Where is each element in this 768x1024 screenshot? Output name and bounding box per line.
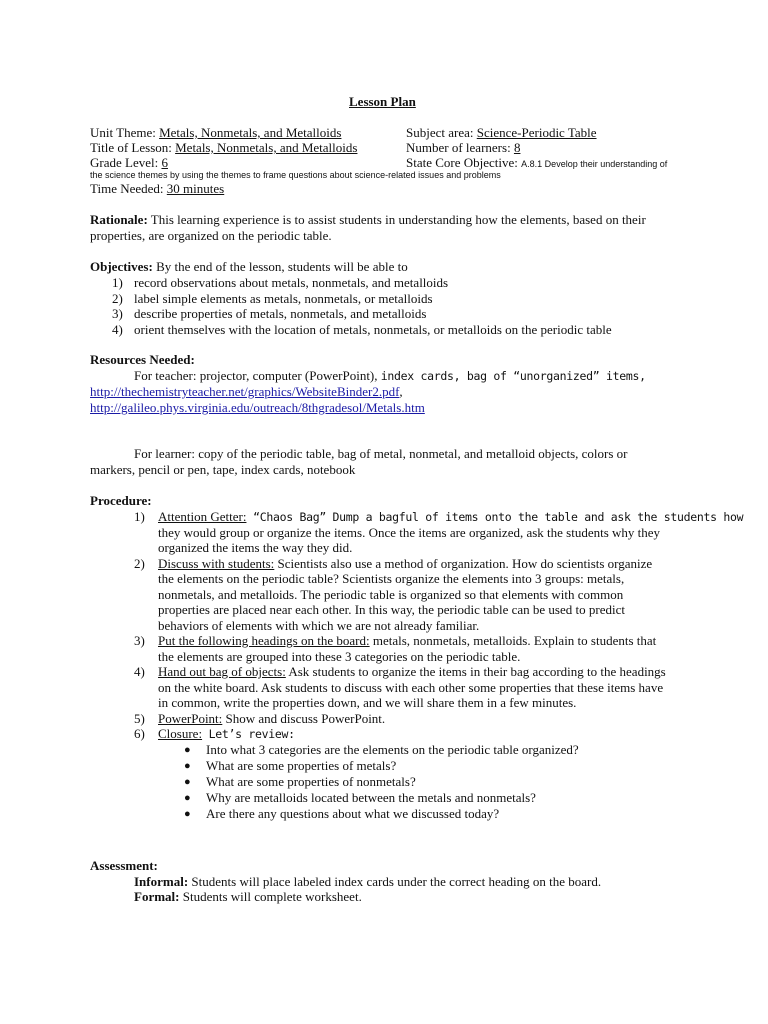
- grade-level-label: Grade Level:: [90, 155, 162, 170]
- objectives-heading: [90, 259, 408, 275]
- objective-number: 3): [112, 306, 123, 321]
- closure-question: Why are metalloids located between the metals and nonmetals?: [206, 789, 536, 805]
- lesson-title-value: Metals, Nonmetals, and Metalloids: [175, 140, 358, 155]
- state-core-objective-label: State Core Objective:: [406, 155, 522, 170]
- resources-link-1-row: [90, 384, 403, 400]
- procedure-step-number: 3): [134, 633, 145, 648]
- objective-text: record observations about metals, nonmetals, and metalloids: [134, 275, 449, 290]
- resources-teacher-handwritten: index cards, bag of “unorganized” items,: [380, 369, 646, 383]
- rationale-line-1: [90, 212, 646, 228]
- procedure-step-continuation: properties are placed near each other. In this way, the periodic table can be used to predict: [158, 602, 625, 617]
- procedure-step-continuation: nonmetals, and metalloids. The periodic table is organized so that elements with common: [158, 586, 624, 602]
- procedure-step-text: Show and discuss PowerPoint.: [222, 710, 386, 726]
- time-needed-value: 30 minutes: [166, 181, 225, 196]
- bullet-icon: ●: [184, 807, 191, 820]
- resource-link-1[interactable]: http://thechemistryteacher.net/graphics/WebsiteBinder2.pdf: [90, 384, 400, 399]
- unit-theme-row: [90, 125, 341, 141]
- procedure-step-handwritten: Let’s review:: [202, 727, 295, 741]
- procedure-step-text: Scientists also use a method of organization. How do scientists organize: [274, 555, 653, 571]
- resources-link-2-row: [90, 400, 425, 416]
- procedure-step-heading: Discuss with students:: [158, 555, 275, 571]
- procedure-step-continuation: in common, write the properties down, and we will share them in a few minutes.: [158, 695, 577, 710]
- objective-text: describe properties of metals, nonmetals, and metalloids: [134, 306, 427, 321]
- unit-theme-label: Unit Theme:: [90, 125, 160, 140]
- resources-learner-line-2: markers, pencil or pen, tape, index cards, notebook: [90, 462, 356, 477]
- procedure-step-continuation: the elements are grouped into these 3 categories on the periodic table.: [158, 648, 521, 664]
- unit-theme-value: Metals, Nonmetals, and Metalloids: [159, 125, 342, 140]
- bullet-icon: ●: [184, 791, 191, 804]
- assessment-formal-row: [134, 889, 362, 905]
- assessment-formal-label: Formal:: [134, 889, 180, 904]
- procedure-step-number: 2): [134, 555, 145, 571]
- grade-level-row: [90, 155, 168, 171]
- rationale-line-2: properties, are organized on the periodic table.: [90, 228, 332, 243]
- assessment-informal-text: Students will place labeled index cards under the correct heading on the board.: [188, 874, 602, 889]
- procedure-step-continuation: organized the items the way they did.: [158, 540, 353, 555]
- bullet-icon: ●: [184, 775, 191, 788]
- closure-question: Are there any questions about what we discussed today?: [206, 805, 500, 821]
- procedure-step-number: 5): [134, 710, 145, 726]
- procedure-step-continuation: on the white board. Ask students to discuss with each other some properties that these items have: [158, 679, 664, 695]
- resource-link-1-comma: ,: [399, 384, 403, 399]
- resources-teacher-text: For teacher: projector, computer (PowerPoint),: [134, 368, 381, 383]
- procedure-step-heading: PowerPoint:: [158, 710, 223, 726]
- objectives-label: Objectives:: [90, 259, 153, 274]
- procedure-step-number: 4): [134, 664, 145, 679]
- procedure-step-first-line: [158, 664, 666, 680]
- state-core-objective-value: A.8.1 Develop their understanding of: [521, 159, 668, 169]
- procedure-step-first-line: [158, 633, 656, 649]
- time-needed-label: Time Needed:: [90, 181, 167, 196]
- learners-value: 8: [513, 140, 521, 155]
- procedure-step-first-line: [158, 556, 652, 572]
- subject-area-value: Science-Periodic Table: [476, 125, 597, 140]
- procedure-step-number: 1): [134, 509, 145, 524]
- objective-text: label simple elements as metals, nonmetals, or metalloids: [134, 290, 433, 306]
- resources-teacher-line: [134, 368, 646, 384]
- closure-question: What are some properties of nonmetals?: [206, 773, 416, 789]
- assessment-informal-label: Informal:: [134, 874, 189, 889]
- procedure-step-first-line: [158, 509, 743, 525]
- procedure-step-continuation: behaviors of elements with which we are not already familiar.: [158, 617, 480, 633]
- page-title: Lesson Plan: [349, 94, 416, 109]
- resources-heading: Resources Needed:: [90, 352, 195, 367]
- lesson-title-label: Title of Lesson:: [90, 140, 176, 155]
- time-needed-row: [90, 181, 224, 197]
- procedure-step-heading: Attention Getter:: [158, 509, 247, 524]
- procedure-step-text: Ask students to organize the items in their bag according to the headings: [285, 664, 666, 679]
- procedure-step-continuation: they would group or organize the items. Once the items are organized, ask the students why they: [158, 524, 661, 540]
- assessment-informal-row: [134, 874, 601, 890]
- objective-text: orient themselves with the location of metals, nonmetals, or metalloids on the periodic table: [134, 321, 612, 337]
- bullet-icon: ●: [184, 743, 191, 756]
- rationale-text-1: This learning experience is to assist students in understanding how the elements, based on their: [147, 212, 646, 227]
- closure-question: What are some properties of metals?: [206, 757, 397, 773]
- procedure-step-number: 6): [134, 726, 145, 741]
- procedure-step-heading: Put the following headings on the board:: [158, 633, 370, 648]
- objective-number: 1): [112, 275, 123, 290]
- objective-number: 2): [112, 290, 123, 306]
- lesson-title-row: [90, 140, 357, 156]
- state-core-objective-continuation: the science themes by using the themes to frame questions about science-related issues and problems: [90, 170, 501, 180]
- rationale-label: Rationale:: [90, 212, 148, 227]
- procedure-step-handwritten: “Chaos Bag” Dump a bagful of items onto the table and ask the students how: [246, 510, 744, 524]
- objectives-intro: By the end of the lesson, students will be able to: [152, 259, 408, 274]
- objective-number: 4): [112, 321, 123, 337]
- assessment-formal-text: Students will complete worksheet.: [179, 889, 362, 904]
- procedure-step-first-line: [158, 726, 295, 742]
- resources-learner-line-1: For learner: copy of the periodic table, bag of metal, nonmetal, and metalloid objects, colors or: [134, 446, 628, 461]
- procedure-heading: Procedure:: [90, 493, 152, 508]
- grade-level-value: 6: [161, 155, 168, 170]
- assessment-heading: Assessment:: [90, 858, 158, 873]
- subject-area-label: Subject area:: [406, 125, 477, 140]
- closure-question: Into what 3 categories are the elements on the periodic table organized?: [206, 741, 579, 757]
- learners-row: [406, 140, 520, 156]
- learners-label: Number of learners:: [406, 140, 514, 155]
- procedure-step-continuation: the elements on the periodic table? Scientists organize the elements into 3 groups: metals,: [158, 571, 625, 586]
- procedure-step-heading: Closure:: [158, 726, 203, 741]
- procedure-step-heading: Hand out bag of objects:: [158, 664, 286, 679]
- procedure-step-first-line: [158, 711, 385, 727]
- procedure-step-text: metals, nonmetals, metalloids. Explain to students that: [369, 633, 657, 648]
- subject-area-row: [406, 125, 597, 141]
- bullet-icon: ●: [184, 759, 191, 772]
- resource-link-2[interactable]: http://galileo.phys.virginia.edu/outreach/8thgradesol/Metals.htm: [90, 400, 425, 415]
